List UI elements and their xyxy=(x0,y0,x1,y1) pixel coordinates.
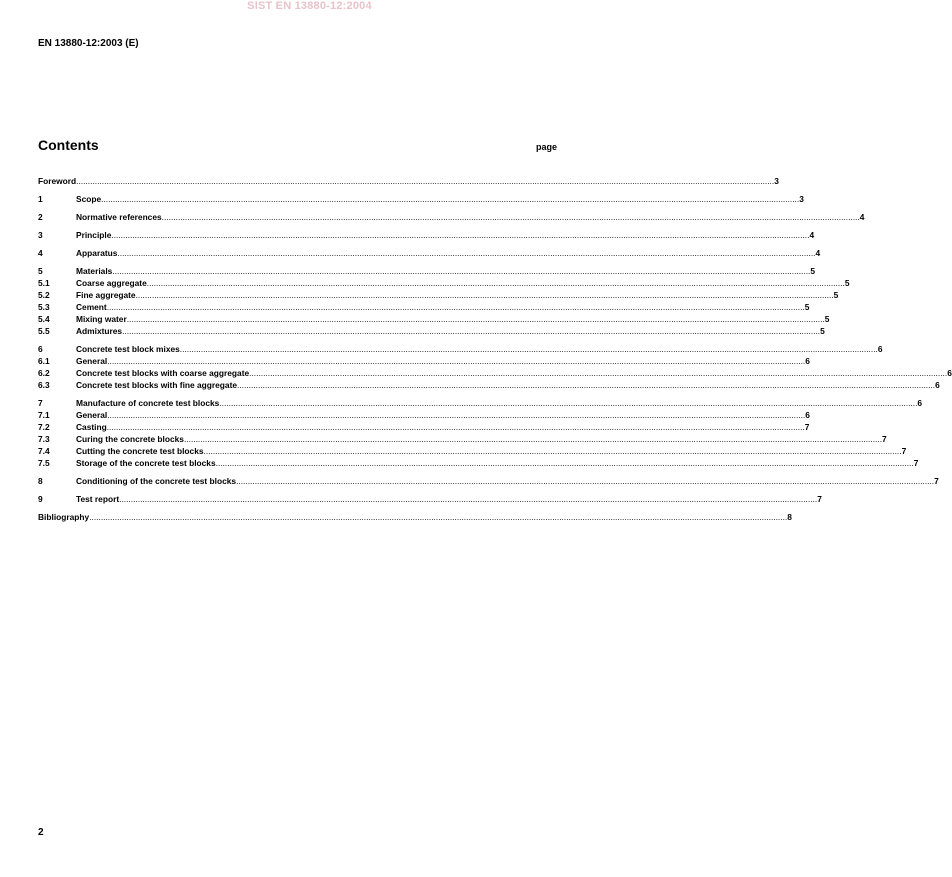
toc-number: 5.1 xyxy=(38,278,50,288)
toc-leader: ............................................................................................................................................................................................................................................................................................................ xyxy=(237,380,936,390)
toc-title: Casting xyxy=(76,422,107,432)
toc-entry[interactable] xyxy=(38,458,919,470)
toc-title: Admixtures xyxy=(76,326,123,336)
toc-page: 5 xyxy=(810,266,816,276)
toc-page: 5 xyxy=(824,314,830,324)
toc-number: 7.3 xyxy=(38,434,50,444)
toc-entry[interactable] xyxy=(38,266,816,278)
toc-number: 7.5 xyxy=(38,458,50,468)
toc-page: 6 xyxy=(877,344,883,354)
toc-page: 4 xyxy=(859,212,865,222)
page-number: 2 xyxy=(38,827,44,838)
toc-entry[interactable] xyxy=(38,398,923,410)
toc-page: 7 xyxy=(882,434,887,444)
toc-number: 1 xyxy=(38,194,43,204)
toc-title: Coarse aggregate xyxy=(76,278,147,288)
toc-page: 7 xyxy=(901,446,907,456)
toc-title: Mixing water xyxy=(76,314,127,324)
toc-leader: ............................................................................................................................................................................................................................................................................................................ xyxy=(89,512,788,522)
toc-number: 5 xyxy=(38,266,43,276)
toc-page: 4 xyxy=(815,248,821,258)
toc-entry[interactable] xyxy=(38,302,810,314)
toc-number: 3 xyxy=(38,230,43,240)
toc-leader: ............................................................................................................................................................................................................................................................................................................ xyxy=(236,476,935,486)
toc-title: Scope xyxy=(76,194,102,204)
toc-title: Cutting the concrete test blocks xyxy=(76,446,204,456)
toc-title: Apparatus xyxy=(76,248,118,258)
toc-leader: ............................................................................................................................................................................................................................................................................................................ xyxy=(112,266,811,276)
toc-title: Manufacture of concrete test blocks xyxy=(76,398,220,408)
toc-title: Concrete test blocks with fine aggregate xyxy=(76,380,238,390)
page-column-label: page xyxy=(536,142,558,152)
toc-number: 7.4 xyxy=(38,446,50,456)
toc-title: Curing the concrete blocks xyxy=(76,434,184,444)
toc-entry[interactable] xyxy=(38,356,810,368)
toc-title: General xyxy=(76,356,108,366)
toc-leader: ............................................................................................................................................................................................................................................................................................................ xyxy=(119,494,818,504)
toc-title: Conditioning of the concrete test blocks xyxy=(76,476,237,486)
toc-title: Principle xyxy=(76,230,112,240)
toc-title: Normative references xyxy=(76,212,162,222)
toc-leader: ............................................................................................................................................................................................................................................................................................................ xyxy=(107,356,806,366)
toc-title: General xyxy=(76,410,108,420)
toc-page: 7 xyxy=(804,422,810,432)
toc-page: 4 xyxy=(809,230,815,240)
toc-leader: ............................................................................................................................................................................................................................................................................................................ xyxy=(117,248,816,258)
table-of-contents xyxy=(38,176,952,524)
toc-page: 6 xyxy=(805,410,810,420)
toc-page: 3 xyxy=(799,194,804,204)
toc-leader: ............................................................................................................................................................................................................................................................................................................ xyxy=(183,434,883,444)
toc-page: 6 xyxy=(947,368,952,378)
toc-page: 5 xyxy=(833,290,839,300)
toc-entry[interactable] xyxy=(38,344,883,356)
toc-entry[interactable] xyxy=(38,326,825,338)
toc-page: 5 xyxy=(804,302,810,312)
contents-title: Contents xyxy=(38,137,99,153)
toc-number: 2 xyxy=(38,212,43,222)
toc-page: 6 xyxy=(805,356,810,366)
toc-entry[interactable] xyxy=(38,512,792,524)
toc-leader: ............................................................................................................................................................................................................................................................................................................ xyxy=(219,398,918,408)
toc-leader: ............................................................................................................................................................................................................................................................................................................ xyxy=(76,176,775,186)
watermark: SIST EN 13880-12:2004 xyxy=(247,0,372,12)
toc-entry[interactable] xyxy=(38,434,887,446)
toc-title: Foreword xyxy=(38,176,77,186)
toc-leader: ............................................................................................................................................................................................................................................................................................................ xyxy=(106,302,805,312)
toc-page: 7 xyxy=(817,494,822,504)
toc-entry[interactable] xyxy=(38,476,939,488)
toc-number: 6.2 xyxy=(38,368,50,378)
toc-page: 5 xyxy=(844,278,850,288)
toc-page: 6 xyxy=(935,380,940,390)
toc-leader: ............................................................................................................................................................................................................................................................................................................ xyxy=(249,368,948,378)
toc-entry[interactable] xyxy=(38,494,822,506)
toc-entry[interactable] xyxy=(38,422,810,434)
toc-entry[interactable] xyxy=(38,446,907,458)
toc-page: 7 xyxy=(913,458,919,468)
toc-entry[interactable] xyxy=(38,194,804,206)
toc-entry[interactable] xyxy=(38,410,810,422)
toc-leader: ............................................................................................................................................................................................................................................................................................................ xyxy=(122,326,821,336)
toc-leader: ............................................................................................................................................................................................................................................................................................................ xyxy=(203,446,902,456)
toc-number: 6 xyxy=(38,344,43,354)
toc-title: Concrete test block mixes xyxy=(76,344,180,354)
toc-leader: ............................................................................................................................................................................................................................................................................................................ xyxy=(106,422,805,432)
toc-entry[interactable] xyxy=(38,248,821,260)
toc-number: 5.5 xyxy=(38,326,50,336)
toc-number: 4 xyxy=(38,248,43,258)
toc-leader: ............................................................................................................................................................................................................................................................................................................ xyxy=(107,410,806,420)
toc-title: Concrete test blocks with coarse aggregate xyxy=(76,368,250,378)
toc-number: 6.3 xyxy=(38,380,50,390)
toc-leader: ............................................................................................................................................................................................................................................................................................................ xyxy=(215,458,914,468)
toc-title: Fine aggregate xyxy=(76,290,136,300)
toc-number: 6.1 xyxy=(38,356,50,366)
toc-title: Materials xyxy=(76,266,113,276)
toc-page: 7 xyxy=(934,476,939,486)
toc-entry[interactable] xyxy=(38,230,815,242)
toc-leader: ............................................................................................................................................................................................................................................................................................................ xyxy=(126,314,825,324)
toc-page: 6 xyxy=(917,398,923,408)
toc-leader: ............................................................................................................................................................................................................................................................................................................ xyxy=(179,344,878,354)
document-id: EN 13880-12:2003 (E) xyxy=(38,38,139,49)
toc-page: 5 xyxy=(820,326,825,336)
toc-entry[interactable] xyxy=(38,212,865,224)
toc-entry[interactable] xyxy=(38,368,952,380)
toc-number: 7.2 xyxy=(38,422,50,432)
toc-page: 8 xyxy=(787,512,792,522)
toc-number: 8 xyxy=(38,476,43,486)
toc-page: 3 xyxy=(774,176,779,186)
toc-leader: ............................................................................................................................................................................................................................................................................................................ xyxy=(101,194,800,204)
toc-title: Test report xyxy=(76,494,120,504)
toc-leader: ............................................................................................................................................................................................................................................................................................................ xyxy=(146,278,845,288)
toc-entry[interactable] xyxy=(38,290,839,302)
toc-title: Cement xyxy=(76,302,107,312)
toc-entry[interactable] xyxy=(38,380,940,392)
toc-entry[interactable] xyxy=(38,176,779,188)
toc-leader: ............................................................................................................................................................................................................................................................................................................ xyxy=(161,212,860,222)
toc-number: 5.3 xyxy=(38,302,50,312)
toc-leader: ............................................................................................................................................................................................................................................................................................................ xyxy=(135,290,834,300)
toc-number: 7 xyxy=(38,398,43,408)
toc-number: 5.4 xyxy=(38,314,50,324)
toc-leader: ............................................................................................................................................................................................................................................................................................................ xyxy=(111,230,810,240)
toc-entry[interactable] xyxy=(38,278,850,290)
toc-number: 9 xyxy=(38,494,43,504)
toc-number: 5.2 xyxy=(38,290,50,300)
toc-title: Storage of the concrete test blocks xyxy=(76,458,216,468)
toc-number: 7.1 xyxy=(38,410,50,420)
toc-entry[interactable] xyxy=(38,314,830,326)
toc-title: Bibliography xyxy=(38,512,90,522)
